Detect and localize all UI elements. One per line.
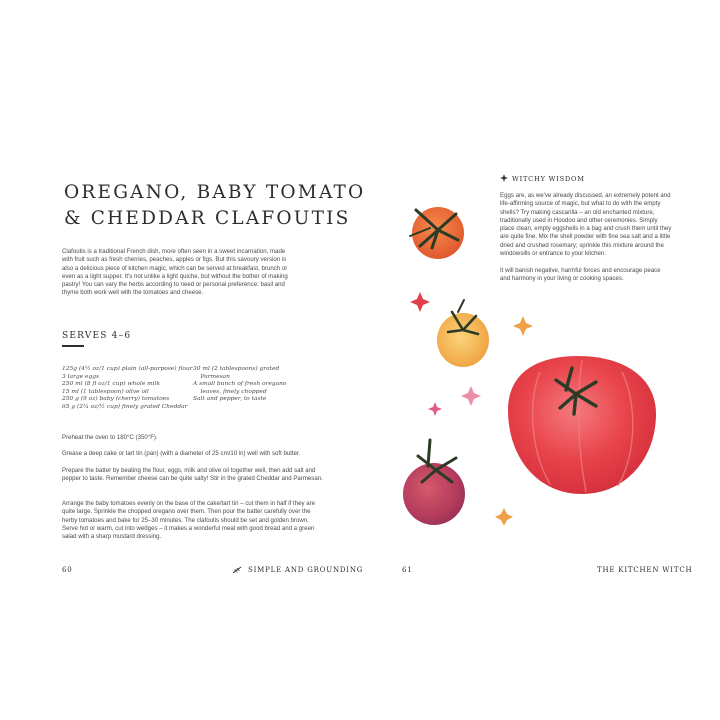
ingredients-column-1	[62, 366, 193, 411]
ingredient-item: 15 ml (1 tablespoon) olive oil	[62, 388, 149, 395]
wisdom-paragraph: It will banish negative, harmful forces and encourage peace and harmony in your living or cooking spaces.	[500, 267, 661, 283]
sparkle-star-icon	[500, 174, 508, 182]
tomato-illustration	[360, 0, 720, 720]
ingredients-column-2	[193, 366, 286, 404]
recipe-title	[64, 180, 366, 232]
section-name: SIMPLE AND GROUNDING	[248, 566, 364, 574]
ingredient-item: A small bunch of fresh oregano	[193, 381, 287, 387]
serves-underline	[62, 345, 84, 347]
purple-tomato-icon	[403, 440, 465, 525]
ingredient-item: 65 g (2¼ oz/½ cup) finely grated Cheddar	[62, 403, 188, 410]
recipe-title-line1: OREGANO, BABY TOMATO	[64, 182, 366, 203]
running-footer-book-title: THE KITCHEN WITCH	[597, 566, 693, 574]
ingredient-item: 30 ml (2 tablespoons) grated	[193, 366, 280, 372]
method-step: Grease a deep cake or tart tin (pan) (with a diameter of 25 cm/10 in) well with soft butter.	[62, 450, 301, 457]
method-step: Arrange the baby tomatoes evenly on the base of the cake/tart tin – cut them in half if they are quite large. Sprinkle the chopped oregano over them. Then pour the batter carefully over the herby tomatoes and bake for 25–30 minutes. The clafoutis should be set and golden brown. Serve hot or warm, cut into wedges – it makes a wonderful meal with good bread and a green salad with a sharp mustard dressing.	[62, 500, 316, 541]
right-page	[360, 0, 720, 720]
yellow-tomato-icon	[437, 300, 489, 367]
leaf-sprig-icon	[232, 566, 242, 574]
witchy-wisdom-heading	[500, 174, 585, 183]
page-number-right: 61	[402, 566, 413, 574]
ingredient-item: Salt and pepper, to taste	[193, 396, 267, 402]
ingredient-item: 3 large eggs	[62, 373, 100, 380]
page-number-left: 60	[62, 566, 73, 574]
serves-heading: SERVES 4–6	[62, 331, 132, 341]
wisdom-title: WITCHY WISDOM	[512, 175, 585, 183]
recipe-title-line2: & CHEDDAR CLAFOUTIS	[64, 208, 351, 229]
ingredient-item: 125g (4½ oz/1 cup) plain (all-purpose) flour	[62, 366, 193, 372]
wisdom-paragraph: Eggs are, as we've already discussed, an extremely potent and life-affirming source of magic, but what to do with the empty shells? Try making cascarilla – an old enchanted mixture, traditionally used in Hoodoo and other ceremonies. Simply place clean, empty eggshells in a bag and crush them until they are quite fine. Mix the shell powder with fine sea salt and a little dried and crushed rosemary; sprinkle this mixture around the windowsills or entrance to your kitchen.	[500, 192, 672, 258]
recipe-intro: Clafoutis is a traditional French dish, more often seen in a sweet incarnation, made with fruit such as fresh cherries, peaches, apples or figs. But this savoury version is also a delicious piece of kitchen magic, which can be served at breakfast, brunch or even as a light supper. It's not unlike a light quiche, but without the bother of making pastry! You can vary the herbs according to need or personal preference: basil and thyme both work well with the tomatoes and cheese.	[62, 248, 288, 297]
running-footer-section	[232, 566, 363, 574]
ingredient-item: 250 ml (8 fl oz/1 cup) whole milk	[62, 381, 161, 387]
heirloom-tomato-icon	[508, 356, 656, 494]
method-step: Preheat the oven to 180°C (350°F).	[62, 434, 158, 441]
ingredient-item: 250 g (9 oz) baby (cherry) tomatoes	[62, 396, 170, 402]
ingredient-item: Parmesan	[193, 373, 230, 380]
method-step: Prepare the batter by beating the flour, eggs, milk and olive oil together well, then add salt and pepper to taste. Remember cheese can be quite salty! Stir in the grated Cheddar and Parmesan.	[62, 467, 323, 483]
orange-tomato-icon	[410, 207, 464, 259]
ingredient-item: leaves, finely chopped	[193, 388, 267, 395]
